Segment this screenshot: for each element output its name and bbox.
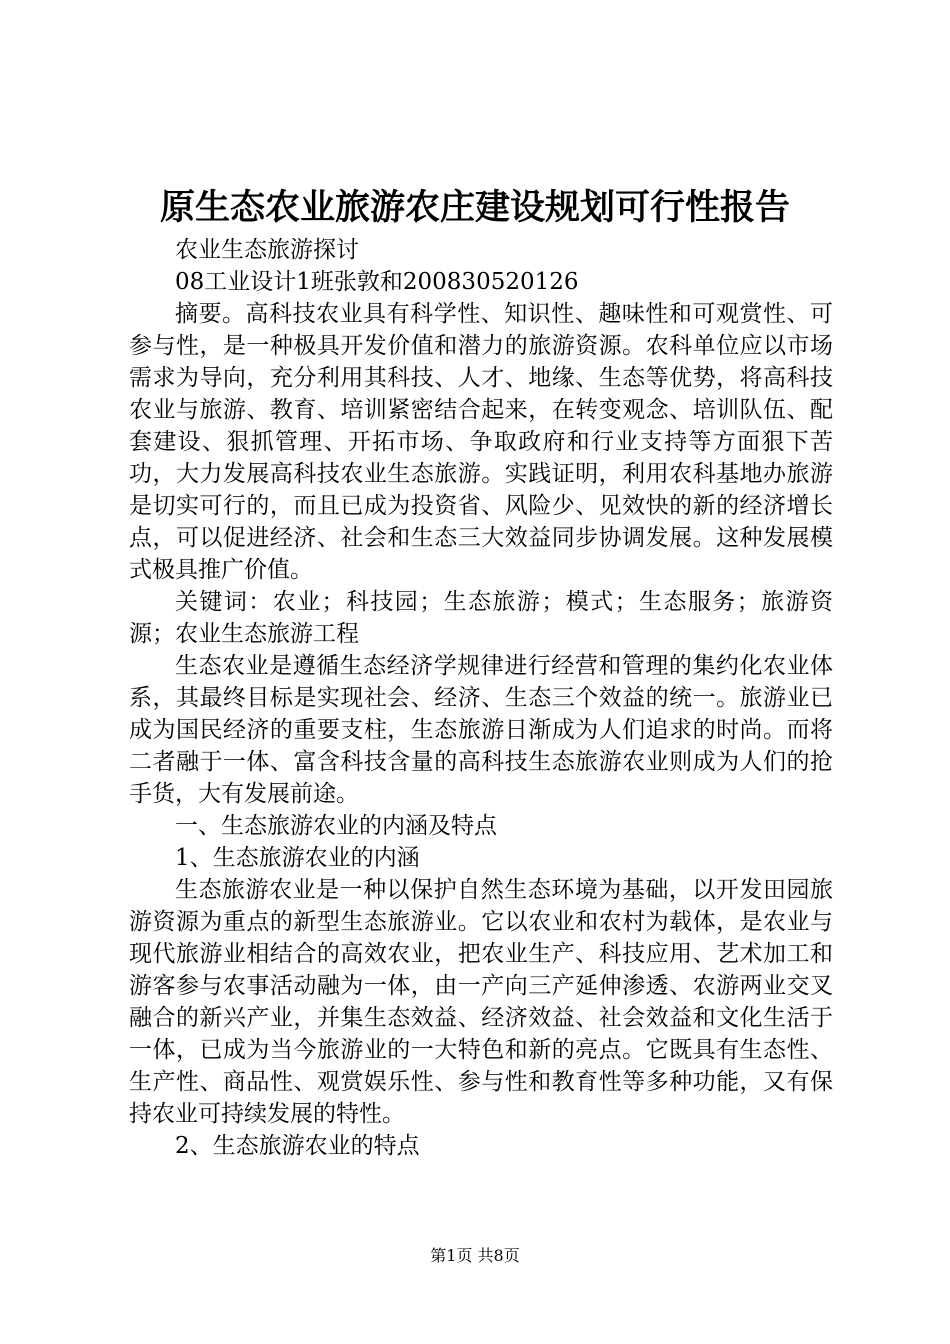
- page-number: 第1页 共8页: [430, 1246, 520, 1265]
- subsection-heading: 2、生态旅游农业的特点: [175, 1133, 420, 1159]
- subtitle-paragraph: 农业生态旅游探讨: [175, 237, 359, 263]
- author-paragraph: 08工业设计1班张敦和200830520126: [175, 269, 579, 295]
- abstract-paragraph: 摘要。高科技农业具有科学性、知识性、趣味性和可观赏性、可参与性，是一种极具开发价值和潜力的旅游资源。农科单位应以市场需求为导向，充分利用其科技、人才、地缘、生态等优势，将高科技农业与旅游、教育、培训紧密结合起来，在转变观念、培训队伍、配套建设、狠抓管理、开拓市场、争取政府和行业支持等方面狠下苦功，大力发展高科技农业生态旅游。实践证明，利用农科基地办旅游是切实可行的，而且已成为投资省、风险少、见效快的新的经济增长点，可以促进经济、社会和生态三大效益同步协调发展。这种发展模式极具推广价值。: [129, 301, 833, 583]
- keywords-paragraph: 关键词：农业；科技园；生态旅游；模式；生态服务；旅游资源；农业生态旅游工程: [129, 589, 833, 647]
- document-body: [129, 234, 833, 1162]
- body-paragraph: 生态旅游农业是一种以保护自然生态环境为基础，以开发田园旅游资源为重点的新型生态旅游业。它以农业和农村为载体，是农业与现代旅游业相结合的高效农业，把农业生产、科技应用、艺术加工和游客参与农事活动融为一体，由一产向三产延伸渗透、农游两业交叉融合的新兴产业，并集生态效益、经济效益、社会效益和文化生活于一体，已成为当今旅游业的一大特色和新的亮点。它既具有生态性、生产性、商品性、观赏娱乐性、参与性和教育性等多种功能，又有保持农业可持续发展的特性。: [129, 877, 833, 1127]
- intro-paragraph: 生态农业是遵循生态经济学规律进行经营和管理的集约化农业体系，其最终目标是实现社会、经济、生态三个效益的统一。旅游业已成为国民经济的重要支柱，生态旅游日渐成为人们追求的时尚。而将二者融于一体、富含科技含量的高科技生态旅游农业则成为人们的抢手货，大有发展前途。: [129, 653, 833, 807]
- section-heading: 一、生态旅游农业的内涵及特点: [175, 813, 497, 839]
- subsection-heading: 1、生态旅游农业的内涵: [175, 845, 420, 871]
- document-title: 原生态农业旅游农庄建设规划可行性报告: [159, 187, 790, 228]
